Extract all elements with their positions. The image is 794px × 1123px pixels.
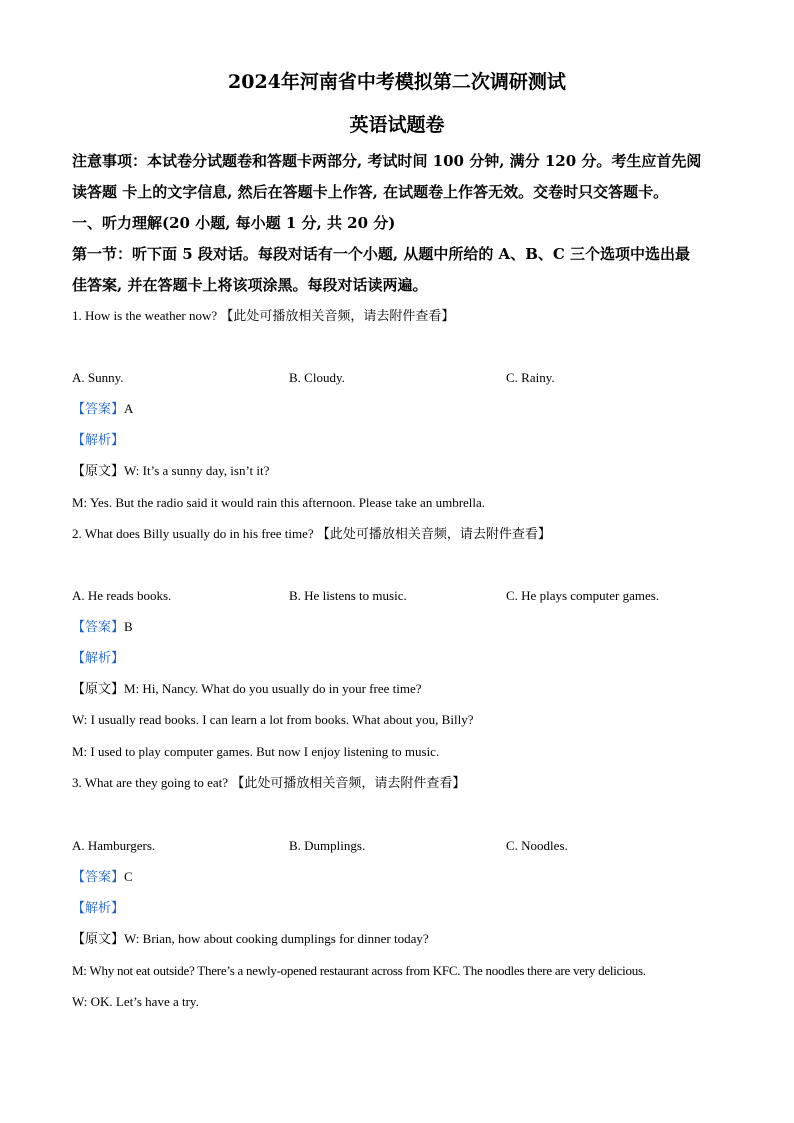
answer-tag: 【答案】	[72, 870, 125, 885]
page-subtitle: 英语试题卷	[349, 114, 445, 136]
answer-value: C	[124, 869, 133, 884]
option-a: A. Sunny.	[72, 370, 124, 385]
notice-line-2: 读答题 卡上的文字信息, 然后在答题卡上作答, 在试题卷上作答无效。交卷时只交答题卡。	[72, 183, 669, 201]
original-tag: 【原文】	[72, 682, 125, 697]
audio-note: 【此处可播放相关音频，请去附件查看】	[231, 776, 466, 791]
transcript-line	[72, 462, 732, 481]
transcript-line	[72, 680, 732, 699]
question-stem	[72, 307, 732, 326]
analysis-line	[72, 431, 732, 450]
transcript-text: M: Hi, Nancy. What do you usually do in your free time?	[124, 681, 422, 696]
analysis-line	[72, 649, 732, 668]
transcript-line: W: OK. Let’s have a try.	[72, 994, 199, 1009]
transcript-line: M: Why not eat outside? There’s a newly-opened restaurant across from KFC. The noodles there are very delicious.	[72, 963, 646, 978]
option-c: C. Noodles.	[506, 838, 568, 853]
part-instructions-line-1: 第一节：听下面 5 段对话。每段对话有一个小题, 从题中所给的 A、B、C 三个选项中选出最	[72, 245, 691, 263]
option-a: A. Hamburgers.	[72, 838, 156, 853]
analysis-tag: 【解析】	[72, 433, 125, 448]
transcript-line: M: I used to play computer games. But now I enjoy listening to music.	[72, 744, 440, 759]
question-stem	[72, 525, 732, 544]
page-title: 2024年河南省中考模拟第二次调研测试	[228, 71, 566, 93]
answer-value: B	[124, 619, 133, 634]
answer-value: A	[124, 401, 134, 416]
question-text: 1. How is the weather now?	[72, 308, 218, 323]
option-b: B. Dumplings.	[289, 838, 366, 853]
analysis-line	[72, 899, 732, 918]
audio-note: 【此处可播放相关音频，请去附件查看】	[220, 309, 455, 324]
answer-tag: 【答案】	[72, 620, 125, 635]
option-a: A. He reads books.	[72, 588, 172, 603]
analysis-tag: 【解析】	[72, 901, 125, 916]
part-instructions-line-2: 佳答案, 并在答题卡上将该项涂黑。每段对话读两遍。	[72, 276, 428, 294]
transcript-line: M: Yes. But the radio said it would rain this afternoon. Please take an umbrella.	[72, 495, 486, 510]
transcript-line: W: I usually read books. I can learn a lot from books. What about you, Billy?	[72, 712, 474, 727]
question-text: 3. What are they going to eat?	[72, 775, 229, 790]
transcript-line	[72, 930, 732, 949]
question-stem	[72, 774, 732, 793]
option-c: C. Rainy.	[506, 370, 555, 385]
answer-tag: 【答案】	[72, 402, 125, 417]
analysis-tag: 【解析】	[72, 651, 125, 666]
original-tag: 【原文】	[72, 932, 125, 947]
question-text: 2. What does Billy usually do in his free time?	[72, 526, 314, 541]
option-b: B. Cloudy.	[289, 370, 345, 385]
option-b: B. He listens to music.	[289, 588, 407, 603]
audio-note: 【此处可播放相关音频，请去附件查看】	[316, 527, 551, 542]
original-tag: 【原文】	[72, 464, 125, 479]
notice-line-1: 注意事项：本试卷分试题卷和答题卡两部分, 考试时间 100 分钟, 满分 120 分。考生应首先阅	[72, 152, 702, 170]
answer-line	[72, 868, 732, 887]
transcript-text: W: Brian, how about cooking dumplings for dinner today?	[124, 931, 429, 946]
answer-line	[72, 400, 732, 419]
transcript-text: W: It’s a sunny day, isn’t it?	[124, 463, 270, 478]
section-heading: 一、听力理解(20 小题, 每小题 1 分, 共 20 分)	[72, 214, 396, 232]
answer-line	[72, 618, 732, 637]
option-c: C. He plays computer games.	[506, 588, 660, 603]
